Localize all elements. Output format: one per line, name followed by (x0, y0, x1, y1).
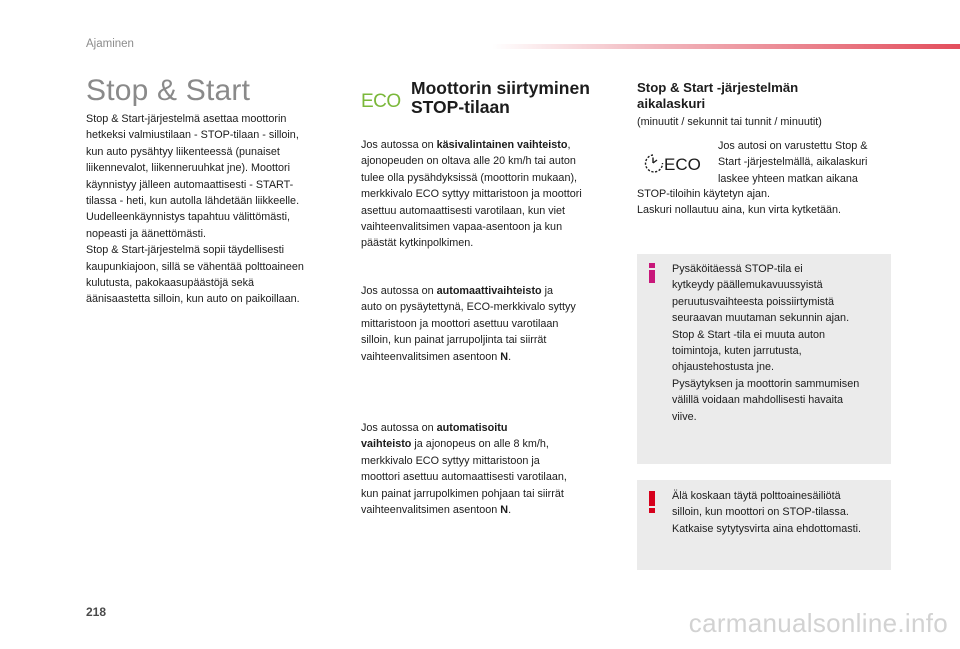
info-line: Pysäköitäessä STOP-tila ei (672, 263, 803, 275)
timer-line: Laskuri nollautuu aina, kun virta kytketään. (637, 204, 842, 217)
info-line: ohjaustehostusta jne. (672, 361, 775, 374)
intro-line: Stop & Start-järjestelmä asettaa moottorin (86, 113, 287, 125)
paragraph-line: moottori asettuu automaattisesti varotilaan, (361, 471, 567, 484)
eco-icon-label: ECO (361, 91, 401, 110)
paragraph-line: Jos autossa on automatisoitu (361, 422, 508, 434)
timer-line: STOP-tiloihin käytetyn ajan. (637, 188, 771, 200)
paragraph-line: merkkivalo ECO syttyy mittaristoon ja (361, 454, 540, 467)
timer-description-continued (637, 186, 891, 219)
heading-line: aikalaskuri (637, 95, 706, 111)
paragraph-line: ajonopeuden on oltava alle 20 km/h tai auton (361, 155, 576, 168)
paragraph-line: Jos autossa on käsivalintainen vaihteisto, (361, 139, 571, 151)
intro-line: kun auto pysähtyy liikenteessä (punaiset (86, 145, 280, 158)
intro-line: kaupunkiajoon, sillä se vähentää polttoaineen (86, 260, 304, 273)
section-label: Ajaminen (86, 38, 134, 50)
intro-line: Uudelleenkäynnistys tapahtuu välittömästi, (86, 211, 291, 224)
stop-mode-heading (411, 79, 621, 117)
paragraph-line: päästät kytkinpolkimen. (361, 237, 474, 250)
page-number: 218 (86, 605, 107, 619)
timer-line: laskee yhteen matkan aikana (718, 172, 858, 185)
intro-line: äänisaastetta silloin, kun auto on paikoillaan. (86, 293, 300, 306)
heading-line: Stop & Start -järjestelmän (637, 80, 799, 95)
timer-description (718, 138, 890, 187)
automatic-gearbox-paragraph (361, 283, 617, 365)
info-icon (646, 262, 658, 284)
paragraph-line: merkkivalo ECO syttyy mittaristoon ja moottori (361, 188, 582, 201)
intro-line: Stop & Start-järjestelmä sopii täydellisesti (86, 244, 285, 257)
intro-line: tilassa - heti, kun autolla lähdetään liikkeelle. (86, 195, 300, 208)
intro-line: liikennevalot, liikenneruuhkat jne). Moottori (86, 162, 291, 175)
intro-line: hetkeksi valmiustilaan - STOP-tilaan - silloin, (86, 129, 299, 142)
info-line: Stop & Start -tila ei muuta auton (672, 328, 826, 341)
paragraph-line: vaihteenvalitsimen asentoon N. (361, 350, 512, 363)
heading-line: STOP-tilaan (411, 97, 510, 117)
intro-line: nopeasti ja äänettömästi. (86, 227, 207, 240)
page-title: Stop & Start (86, 74, 251, 107)
eco-timer-icon (643, 150, 703, 174)
automated-gearbox-paragraph (361, 420, 617, 518)
paragraph-line: auto on pysäytettynä, ECO-merkkivalo syttyy (361, 301, 576, 314)
manual-gearbox-paragraph (361, 137, 617, 252)
paragraph-line: silloin, kun painat jarrupoljinta tai siirrät (361, 334, 547, 347)
timer-line: Jos autosi on varustettu Stop & (718, 140, 868, 152)
watermark: carmanualsonline.info (688, 608, 948, 638)
header-accent-bar (492, 44, 960, 49)
info-line: toimintoja, kuten jarrutusta, (672, 345, 802, 358)
info-line: Pysäytyksen ja moottorin sammumisen (672, 377, 860, 390)
info-note (672, 261, 884, 425)
info-line: viive. (672, 410, 697, 423)
eco-icon (361, 90, 403, 110)
paragraph-line: tulee olla pysähdyksissä (moottorin mukaan), (361, 171, 578, 184)
warning-icon (646, 490, 658, 514)
eco-timer-label: ECO (664, 155, 701, 174)
paragraph-line: vaihteenvalitsimen asentoon N. (361, 504, 512, 517)
timer-units: (minuutit / sekunnit tai tunnit / minuutit) (637, 116, 822, 128)
warning-line: Älä koskaan täytä polttoainesäiliötä (672, 490, 841, 502)
warning-line: Katkaise sytytysvirta aina ehdottomasti. (672, 522, 862, 535)
info-line: kytkeydy päällemukavuussyistä (672, 279, 823, 292)
timer-heading (637, 80, 877, 111)
info-line: peruutusvaihteesta poissiirtymistä (672, 295, 835, 308)
paragraph-line: kun painat jarrupolkimen pohjaan tai siirrät (361, 487, 564, 500)
warning-note (672, 488, 886, 537)
paragraph-line: vaihteenvalitsimen vapaa-asentoon ja kun (361, 221, 563, 234)
paragraph-line: mittaristoon ja moottori asettuu varotilaan (361, 317, 559, 330)
paragraph-line: vaihteisto ja ajonopeus on alle 8 km/h, (361, 438, 549, 451)
heading-line: Moottorin siirtyminen (411, 78, 590, 98)
intro-text (86, 111, 334, 308)
intro-line: käynnistyy jälleen automaattisesti - START- (86, 178, 294, 191)
paragraph-line: Jos autossa on automaattivaihteisto ja (361, 285, 554, 297)
paragraph-line: asettuu automaattisesti varotilaan, kun viet (361, 204, 566, 217)
warning-line: silloin, kun moottori on STOP-tilassa. (672, 506, 849, 519)
info-line: välillä voidaan mahdollisesti havaita (672, 394, 844, 407)
timer-line: Start -järjestelmällä, aikalaskuri (718, 156, 868, 169)
intro-line: kulutusta, pakokaasupäästöjä sekä (86, 277, 255, 290)
info-line: seuraavan muutaman sekunnin ajan. (672, 312, 850, 325)
